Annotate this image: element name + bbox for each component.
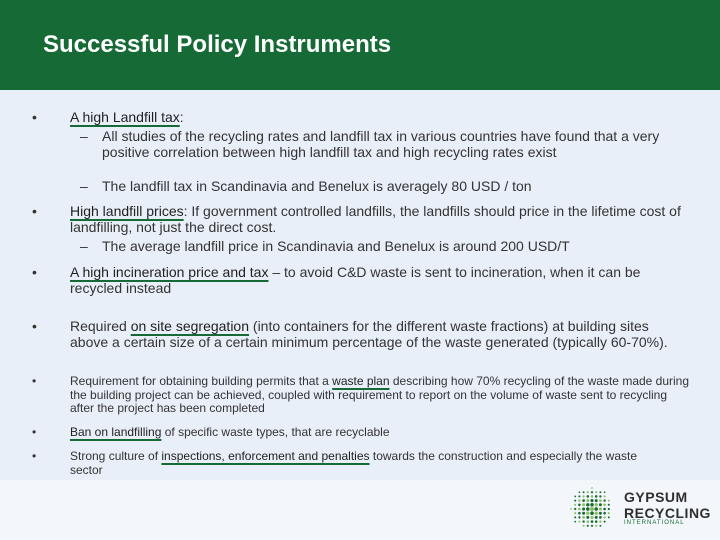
logo-dot <box>591 487 593 489</box>
logo-dot <box>608 508 610 510</box>
logo-dot <box>591 520 594 523</box>
logo-dot <box>599 520 601 522</box>
logo-dot <box>608 504 610 506</box>
dot-globe-icon <box>566 486 618 532</box>
logo-dot <box>574 508 576 510</box>
emphasis-text: inspections, enforcement and penalties <box>161 449 370 463</box>
logo-dot <box>590 503 594 507</box>
dash-symbol: – <box>80 238 88 254</box>
emphasis-text: on site segregation <box>130 318 250 334</box>
logo-dot <box>574 512 576 514</box>
lead-text: Strong culture of <box>70 449 162 463</box>
logo-dot <box>583 491 585 493</box>
bullet-symbol: • <box>32 449 37 463</box>
logo-dot <box>604 495 606 497</box>
dash-symbol: – <box>80 128 88 144</box>
bullet-item <box>0 203 720 257</box>
bullet-item <box>0 109 720 199</box>
logo-dot <box>599 512 602 515</box>
logo-dot <box>595 525 597 527</box>
logo-dot <box>608 512 610 514</box>
logo-dot <box>574 516 576 518</box>
logo-dot <box>591 495 594 498</box>
logo-dot <box>587 495 590 498</box>
logo-dot <box>578 516 580 518</box>
logo-dot <box>574 496 576 498</box>
logo-dot <box>599 503 602 506</box>
bullet-item <box>0 318 720 368</box>
logo-dot <box>599 507 602 510</box>
bullet-symbol: • <box>32 203 37 219</box>
emphasis-text: waste plan <box>332 374 390 388</box>
emphasis-text: A high incineration price and tax <box>70 264 269 280</box>
logo-dot <box>595 499 598 502</box>
logo-dot <box>604 521 606 523</box>
logo-word-3: INTERNATIONAL <box>624 520 685 526</box>
logo-dot <box>574 521 576 523</box>
body-text: – to avoid C&D waste is sent to incineration, when it can be recycled instead <box>70 264 641 296</box>
logo-dot <box>590 507 594 511</box>
logo-dot <box>587 491 589 493</box>
logo-dot <box>587 520 590 523</box>
bullet-item <box>0 375 720 417</box>
body-text: : <box>179 109 184 125</box>
bullet-text <box>70 109 690 125</box>
body-text: describing how 70% recycling of the waste made during the building project can be achieved, coupled with requirement to report on the volume of waste sent to recycling after the project has been completed <box>70 374 690 415</box>
sub-text: The average landfill price in Scandinavia and Benelux is around 200 USD/T <box>102 238 570 254</box>
sub-bullet <box>0 238 720 256</box>
logo-dot <box>594 507 598 511</box>
logo-dot <box>578 512 581 515</box>
logo-dot <box>578 508 581 511</box>
bullet-text <box>70 375 690 416</box>
logo-dot <box>591 525 593 527</box>
logo-dot <box>578 499 580 501</box>
bullet-symbol: • <box>32 109 37 125</box>
bullet-item <box>0 426 720 442</box>
bullet-text <box>70 264 690 296</box>
logo-dot <box>586 507 590 511</box>
logo-dot <box>586 503 589 506</box>
bullet-symbol: • <box>32 425 37 439</box>
emphasis-text: Ban on landfilling <box>70 425 162 439</box>
gypsum-recycling-logo <box>566 486 716 532</box>
bullet-item <box>0 450 720 480</box>
logo-dot <box>603 516 605 518</box>
logo-dot <box>590 499 593 502</box>
logo-dot <box>599 516 602 519</box>
logo-dot <box>590 516 593 519</box>
logo-dot <box>595 512 598 515</box>
logo-dot <box>582 512 585 515</box>
logo-dot <box>586 499 589 502</box>
lead-text: Required <box>70 318 131 334</box>
logo-dot <box>604 491 606 493</box>
slide-title: Successful Policy Instruments <box>43 31 392 58</box>
logo-dot <box>595 503 598 506</box>
logo-dot <box>582 516 585 519</box>
logo-dot <box>595 491 597 493</box>
logo-dot <box>582 499 585 502</box>
logo-dot <box>586 516 589 519</box>
logo-dot <box>582 520 584 522</box>
logo-dot <box>590 511 594 515</box>
lead-text: Requirement for obtaining building permits that a <box>70 374 333 388</box>
logo-dot <box>595 516 598 519</box>
logo-dot <box>579 491 581 493</box>
logo-dot <box>599 525 601 527</box>
logo-dot <box>608 516 610 518</box>
sub-text: All studies of the recycling rates and landfill tax in various countries have found that a very positive correlation between high landfill tax and high recycling rates exist <box>102 128 660 160</box>
bullet-symbol: • <box>32 374 37 388</box>
sub-bullet <box>0 128 720 178</box>
logo-dot <box>608 500 610 502</box>
dash-symbol: – <box>80 178 88 194</box>
logo-dot <box>570 508 572 510</box>
logo-word-1: GYPSUM <box>624 489 688 505</box>
logo-word-2: RECYCLING <box>624 505 711 521</box>
bullet-item <box>0 264 720 298</box>
bullet-text <box>70 450 640 477</box>
logo-dot <box>582 495 584 497</box>
logo-dot <box>603 512 606 515</box>
emphasis-text: High landfill prices <box>70 203 184 219</box>
logo-dot <box>599 495 601 497</box>
logo-dot <box>591 491 593 493</box>
sub-bullet <box>0 178 720 196</box>
logo-dot <box>583 525 585 527</box>
logo-dot <box>603 499 605 501</box>
bullet-text <box>70 426 690 440</box>
logo-dot <box>574 500 576 502</box>
sub-text: The landfill tax in Scandinavia and Benelux is averagely 80 USD / ton <box>102 178 532 194</box>
logo-dot <box>578 521 580 523</box>
body-text: of specific waste types, that are recyclable <box>161 425 390 439</box>
logo-dot <box>587 525 589 527</box>
bullet-symbol: • <box>32 318 37 334</box>
logo-dot <box>582 507 585 510</box>
logo-dot <box>595 495 598 498</box>
bullet-text <box>70 203 690 235</box>
bullet-text <box>70 318 690 350</box>
logo-dot <box>603 504 606 507</box>
body-text: : If government controlled landfills, the landfills should price in the lifetime cost of landfilling, not just the direct cost. <box>70 203 681 235</box>
logo-dot <box>574 504 576 506</box>
logo-dot <box>599 491 601 493</box>
body-text: (into containers for the different waste fractions) at building sites above a certain size of a certain minimum percentage of the waste generated (typically 60-70%). <box>70 318 668 350</box>
logo-dot <box>599 499 602 502</box>
logo-dot <box>578 495 580 497</box>
logo-dot <box>603 508 606 511</box>
bullet-symbol: • <box>32 264 37 280</box>
logo-dot <box>578 504 581 507</box>
title-bar <box>0 0 720 90</box>
logo-dot <box>586 512 589 515</box>
logo-dot <box>582 503 585 506</box>
body-text: towards the construction and especially the waste sector <box>70 449 638 477</box>
emphasis-text: A high Landfill tax <box>70 109 180 125</box>
logo-dot <box>595 520 598 523</box>
